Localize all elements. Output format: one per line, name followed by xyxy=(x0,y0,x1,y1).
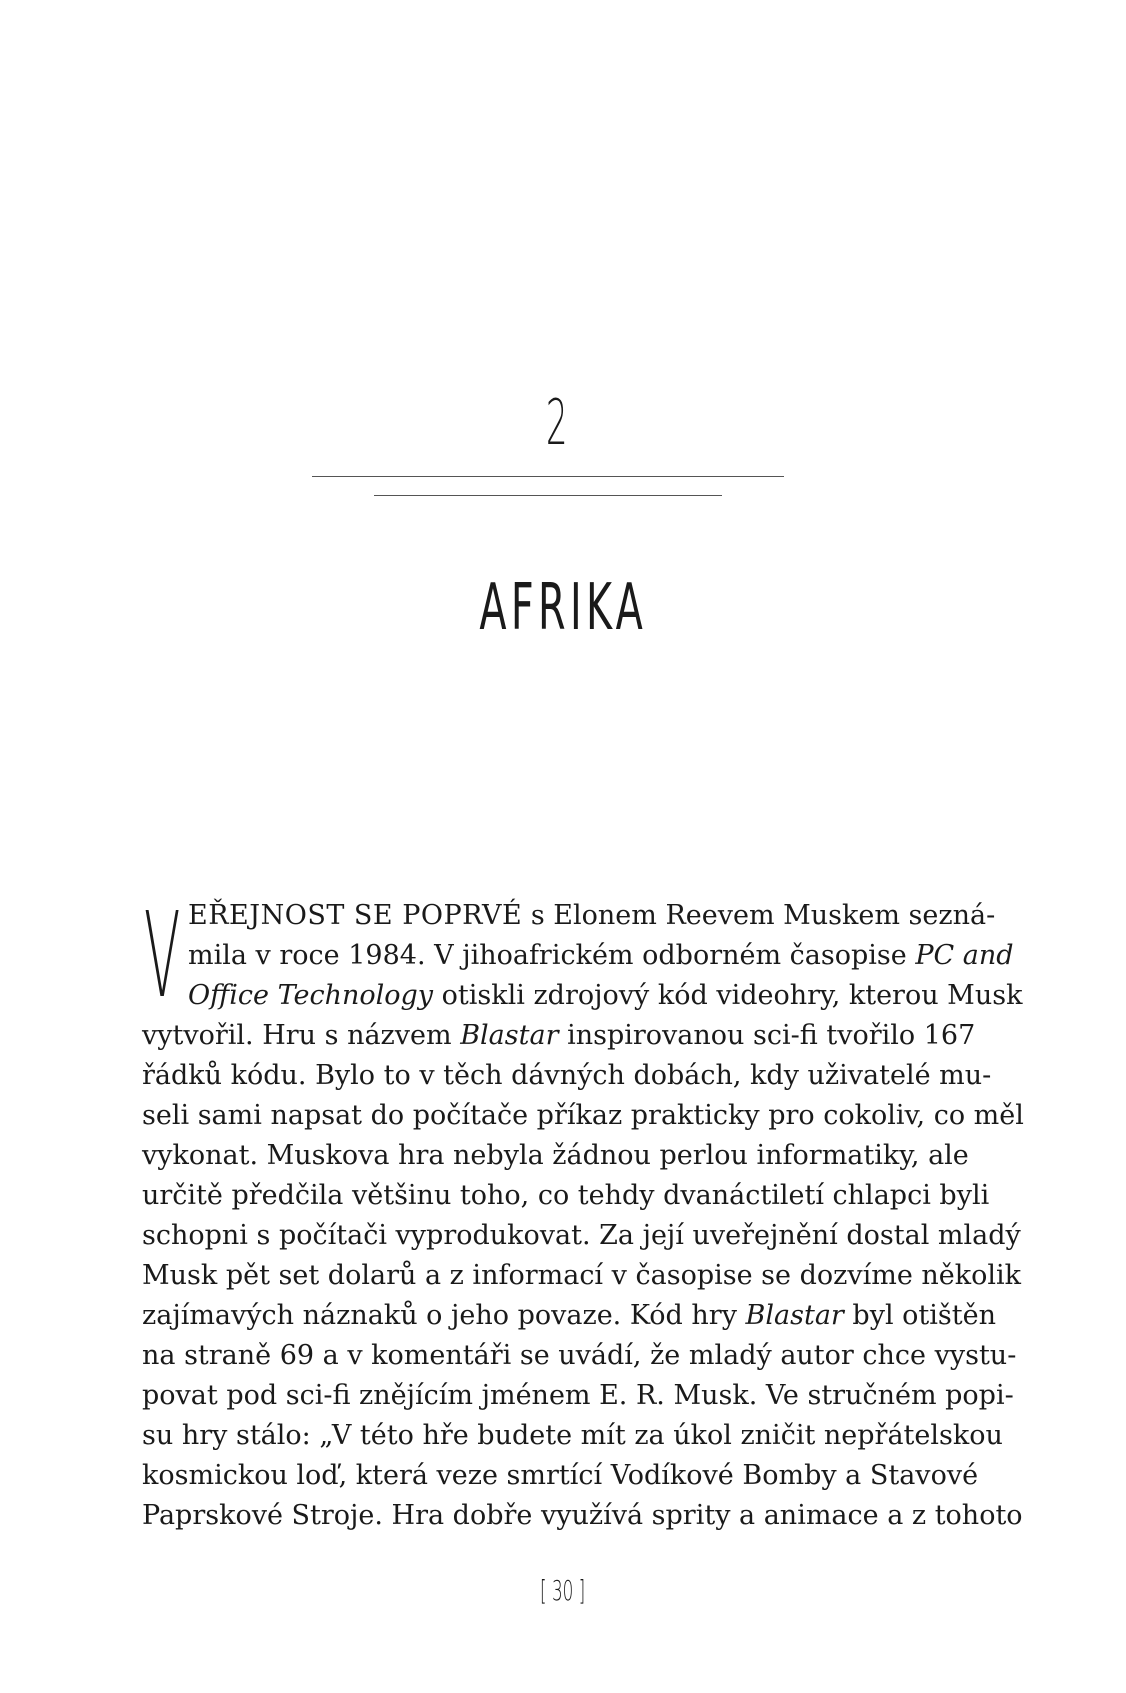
text-line xyxy=(142,1296,996,1336)
text-run: povat pod sci-fi znějícím jménem E. R. Musk. Ve stručném popi- xyxy=(142,1380,1014,1411)
text-line xyxy=(142,1096,1024,1136)
text-run: zajímavých náznaků o jeho povaze. Kód hry xyxy=(142,1300,746,1331)
text-run: řádků kódu. Bylo to v těch dávných dobách, kdy uživatelé mu- xyxy=(142,1060,992,1091)
text-run: schopni s počítači vyprodukovat. Za její uveřejnění dostal mladý xyxy=(142,1220,1021,1251)
text-line xyxy=(188,976,1023,1016)
italic-run: Office Technology xyxy=(188,980,434,1011)
text-line xyxy=(142,1496,1023,1536)
chapter-title-text: AFRIKA xyxy=(479,571,647,645)
page-number xyxy=(0,1575,1126,1607)
text-line xyxy=(142,1216,1021,1256)
text-run: na straně 69 a v komentáři se uvádí, že mladý autor chce vystu- xyxy=(142,1340,1017,1371)
page-number-text: [ 30 ] xyxy=(540,1574,586,1607)
text-run: Musk pět set dolarů a z informací v časopise se dozvíme několik xyxy=(142,1260,1022,1291)
text-line xyxy=(142,1056,992,1096)
text-run: Paprskové Stroje. Hra dobře využívá sprity a animace a z tohoto xyxy=(142,1500,1023,1531)
chapter-rule-short xyxy=(374,495,722,496)
text-run: su hry stálo: „V této hře budete mít za úkol zničit nepřátelskou xyxy=(142,1420,1003,1451)
text-run: s Elonem Reevem Muskem sezná- xyxy=(522,900,996,931)
dropcap: V xyxy=(144,886,181,1024)
text-line xyxy=(142,1176,990,1216)
text-run: inspirovanou sci-fi tvořilo 167 xyxy=(558,1020,976,1051)
text-run: určitě předčila většinu toho, co tehdy dvanáctiletí chlapci byli xyxy=(142,1180,990,1211)
text-run: kosmickou loď, která veze smrtící Vodíkové Bomby a Stavové xyxy=(142,1460,979,1491)
chapter-rule-long xyxy=(312,476,784,477)
text-run: vykonat. Muskova hra nebyla žádnou perlou informatiky, ale xyxy=(142,1140,969,1171)
italic-run: Blastar xyxy=(460,1020,559,1051)
text-line xyxy=(142,1416,1003,1456)
text-line xyxy=(188,936,1014,976)
italic-run: PC and xyxy=(915,940,1014,971)
text-run: byl otištěn xyxy=(843,1300,996,1331)
text-line xyxy=(142,1376,1014,1416)
text-run: mila v roce 1984. V jihoafrickém odborném časopise xyxy=(188,940,916,971)
body-text xyxy=(142,886,1024,1536)
text-run: vytvořil. Hru s názvem xyxy=(142,1020,461,1051)
text-line xyxy=(142,1336,1017,1376)
text-line xyxy=(142,1456,979,1496)
text-line xyxy=(142,1136,969,1176)
text-run: EŘEJNOST SE POPRVÉ xyxy=(188,900,523,931)
chapter-number: 2 xyxy=(545,386,568,459)
text-run: seli sami napsat do počítače příkaz prakticky pro cokoliv, co měl xyxy=(142,1100,1024,1131)
text-line xyxy=(188,896,996,936)
chapter-title xyxy=(0,572,1126,644)
text-line xyxy=(142,1016,976,1056)
text-run: otiskli zdrojový kód videohry, kterou Musk xyxy=(433,980,1023,1011)
italic-run: Blastar xyxy=(745,1300,844,1331)
text-line xyxy=(142,1256,1022,1296)
